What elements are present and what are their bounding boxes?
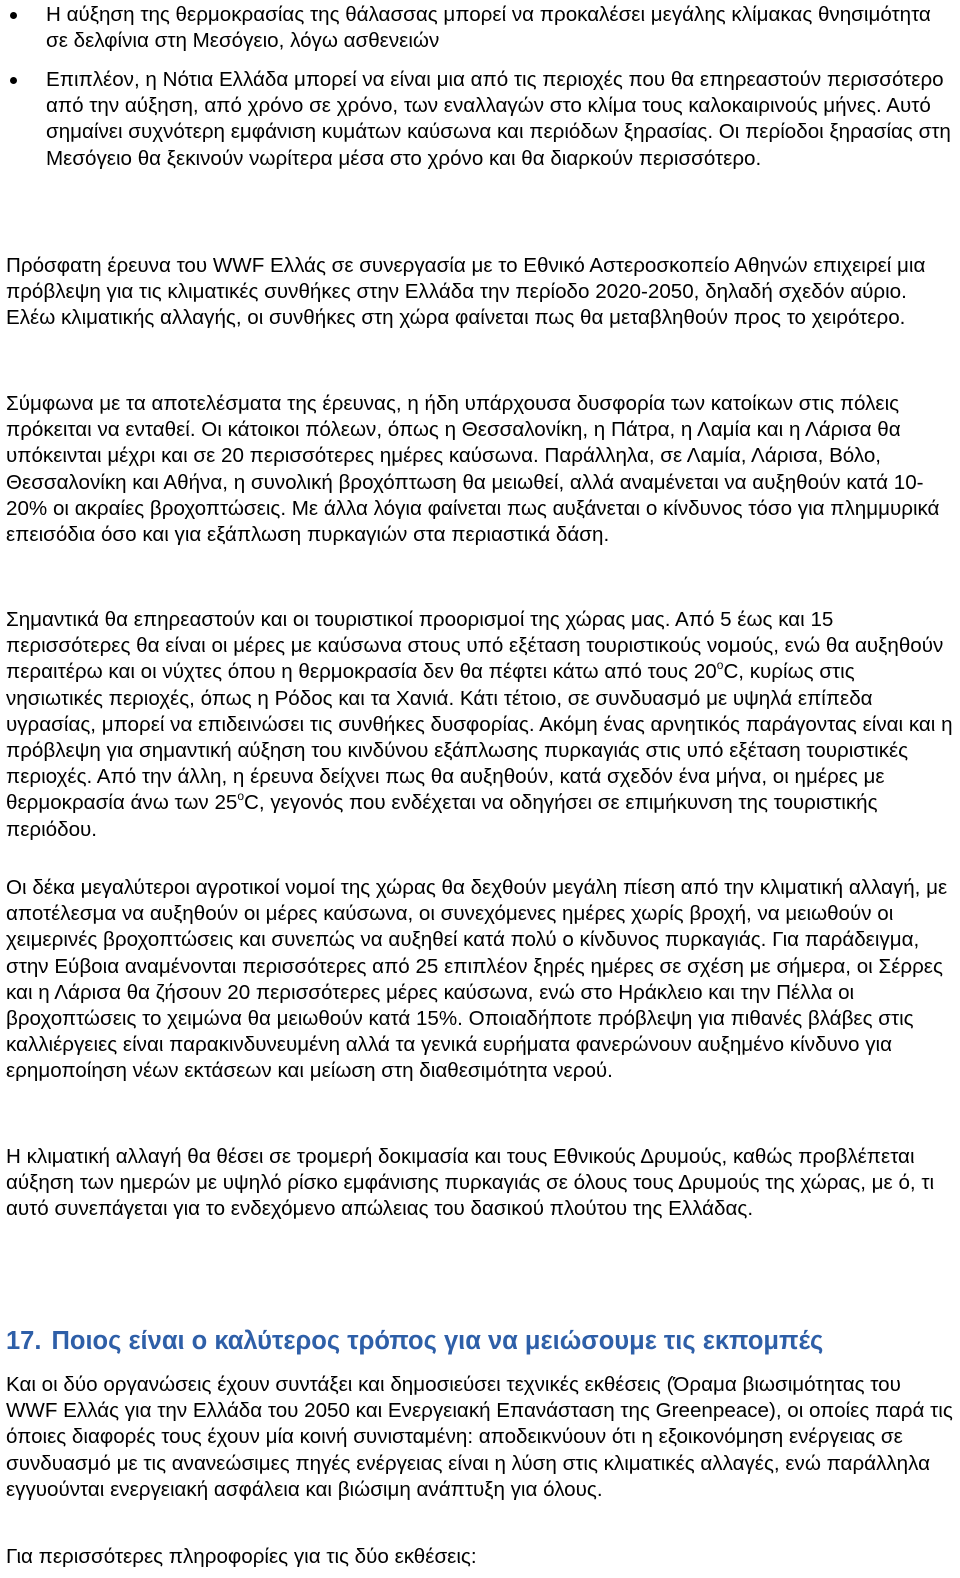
paragraph-more-info: Για περισσότερες πληροφορίες για τις δύο εκθέσεις: — [6, 1545, 477, 1568]
bullet-item — [6, 2, 954, 54]
heading-title: Ποιος είναι ο καλύτερος τρόπος για να μειώσουμε τις εκπομπές — [51, 1327, 824, 1355]
paragraph-tourism-part-2: C, κυρίως στις νησιωτικές περιοχές, όπως η Ρόδος και τα Χανιά. Κάτι τέτοιο, σε συνδυασμό με υψηλά επίπεδα υγρασίας, μπορεί να επιδεινώσει τις συνθήκες δυσφορίας. Ακόμη ένας αρνητικός παράγοντας είναι και η πρόβλεψη για σημαντική αύξηση του κινδύνου εξάπλωσης πυρκαγιάς στις υπό εξέταση τουριστικές περιοχές. Από την άλλη, η έρευνα δείχνει πως θα αυξηθούν, κατά σχεδόν ένα μήνα, οι ημέρες με θερμοκρασία άνω των 25 — [6, 660, 953, 815]
paragraph-agriculture: Οι δέκα μεγαλύτεροι αγροτικοί νομοί της χώρας θα δεχθούν μεγάλη πίεση από την κλιματική αλλαγή, με αποτέλεσμα να αυξηθούν οι μέρες καύσωνα, οι συνεχόμενες ημέρες χωρίς βροχή, να μειωθούν οι χειμερινές βροχοπτώσεις και συνεπώς να αυξηθεί κατά πολύ ο κίνδυνος πυρκαγιάς. Για παράδειγμα, στην Εύβοια αναμένονται περισσότερες από 25 επιπλέον ξηρές ημέρες σε σχέση με σήμερα, οι Σέρρες και η Λάρισα θα ζήσουν 20 περισσότερες μέρες καύσωνα, ενώ στο Ηράκλειο και την Πέλλα οι βροχοπτώσεις το χειμώνα θα μειωθούν κατά 15%. Οποιαδήποτε πρόβλεψη για πιθανές βλάβες στις καλλιέργειες είναι παρακινδυνευμένη αλλά τα γενικά ευρήματα φανερώνουν αυξημένο κίνδυνο για ερημοποίηση νέων εκτάσεων και μείωση στη διαθεσιμότητα νερού. — [6, 876, 948, 1083]
paragraph-tourism-part-3: C, γεγονός που ενδέχεται να οδηγήσει σε επιμήκυνση της τουριστικής περιόδου. — [6, 791, 878, 841]
bullet-text: Επιπλέον, η Νότια Ελλάδα μπορεί να είναι μια από τις περιοχές που θα επηρεαστούν περισσότερο από την αύξηση, από χρόνο σε χρόνο, των εναλλαγών στο κλίμα τους καλοκαιρινούς μήνες. Αυτό σημαίνει συχνότερη εμφάνιση κυμάτων καύσωνα και περιόδων ξηρασίας. Οι περίοδοι ξηρασίας στη Μεσόγειο θα ξεκινούν νωρίτερα μέσα στο χρόνο και θα διαρκούν περισσότερο. — [46, 68, 951, 170]
degree-sign: o — [237, 789, 245, 804]
section-heading — [6, 1326, 823, 1356]
paragraph-tourism-part-1: Σημαντικά θα επηρεαστούν και οι τουριστικοί προορισμοί της χώρας μας. Από 5 έως και 15 περισσότερες θα είναι οι μέρες με καύσωνα στους υπό εξέταση τουριστικούς νομούς, ενώ θα αυξηθούν περαιτέρω και οι νύχτες όπου η θερμοκρασία δεν θα πέφτει κάτω από τους 20 — [6, 608, 944, 684]
bullet-text: Η αύξηση της θερμοκρασίας της θάλασσας μπορεί να προκαλέσει μεγάλης κλίμακας θνησιμότητα σε δελφίνια στη Μεσόγειο, λόγω ασθενειών — [46, 3, 931, 53]
heading-number: 17. — [6, 1327, 42, 1355]
degree-sign: o — [716, 658, 724, 673]
bullet-icon — [10, 12, 17, 19]
paragraph-cities: Σύμφωνα με τα αποτελέσματα της έρευνας, η ήδη υπάρχουσα δυσφορία των κατοίκων στις πόλεις πρόκειται να ενταθεί. Οι κάτοικοι πόλεων, όπως η Θεσσαλονίκη, η Πάτρα, η Λαμία και η Λάρισα θα υπόκεινται μέχρι και σε 20 περισσότερες ημέρες καύσωνα. Παράλληλα, σε Λαμία, Λάρισα, Βόλο, Θεσσαλονίκη και Αθήνα, η συνολική βροχόπτωση θα μειωθεί, αλλά αναμένεται να αυξηθούν κατά 10-20% οι ακραίες βροχοπτώσεις. Με άλλα λόγια φαίνεται πως αυξάνεται ο κίνδυνος τόσο για πλημμυρικά επεισόδια όσο και για εξάπλωση πυρκαγιών στα περιαστικά δάση. — [6, 392, 940, 547]
paragraph-tourism — [6, 607, 954, 843]
bullet-icon — [10, 77, 17, 84]
bullet-item — [6, 67, 954, 172]
paragraph-national-parks: Η κλιματική αλλαγή θα θέσει σε τρομερή δοκιμασία και τους Εθνικούς Δρυμούς, καθώς προβλέπεται αύξηση των ημερών με υψηλό ρίσκο εμφάνισης πυρκαγιάς σε όλους τους Δρυμούς της χώρας, με ό, τι αυτό συνεπάγεται για το ενδεχόμενο απώλειας του δασικού πλούτου της Ελλάδας. — [6, 1145, 935, 1221]
paragraph-organizations: Και οι δύο οργανώσεις έχουν συντάξει και δημοσιεύσει τεχνικές εκθέσεις (Όραμα βιωσιμότητας του WWF Ελλάς για την Ελλάδα του 2050 και Ενεργειακή Επανάσταση της Greenpeace), οι οποίες παρά τις όποιες διαφορές τους έχουν μία κοινή συνισταμένη: αποδεικνύουν ότι η εξοικονόμηση ενέργειας σε συνδυασμό με τις ανανεώσιμες πηγές ενέργειας είναι η λύση στις κλιματικές αλλαγές, ενώ παράλληλα εγγυούνται ενεργειακή ασφάλεια και βιώσιμη ανάπτυξη για όλους. — [6, 1373, 953, 1501]
paragraph-research: Πρόσφατη έρευνα του WWF Ελλάς σε συνεργασία με το Εθνικό Αστεροσκοπείο Αθηνών επιχειρεί μια πρόβλεψη για τις κλιματικές συνθήκες στην Ελλάδα την περίοδο 2020-2050, δηλαδή σχεδόν αύριο. Ελέω κλιματικής αλλαγής, οι συνθήκες στη χώρα φαίνεται πως θα μεταβληθούν προς το χειρότερο. — [6, 254, 926, 330]
